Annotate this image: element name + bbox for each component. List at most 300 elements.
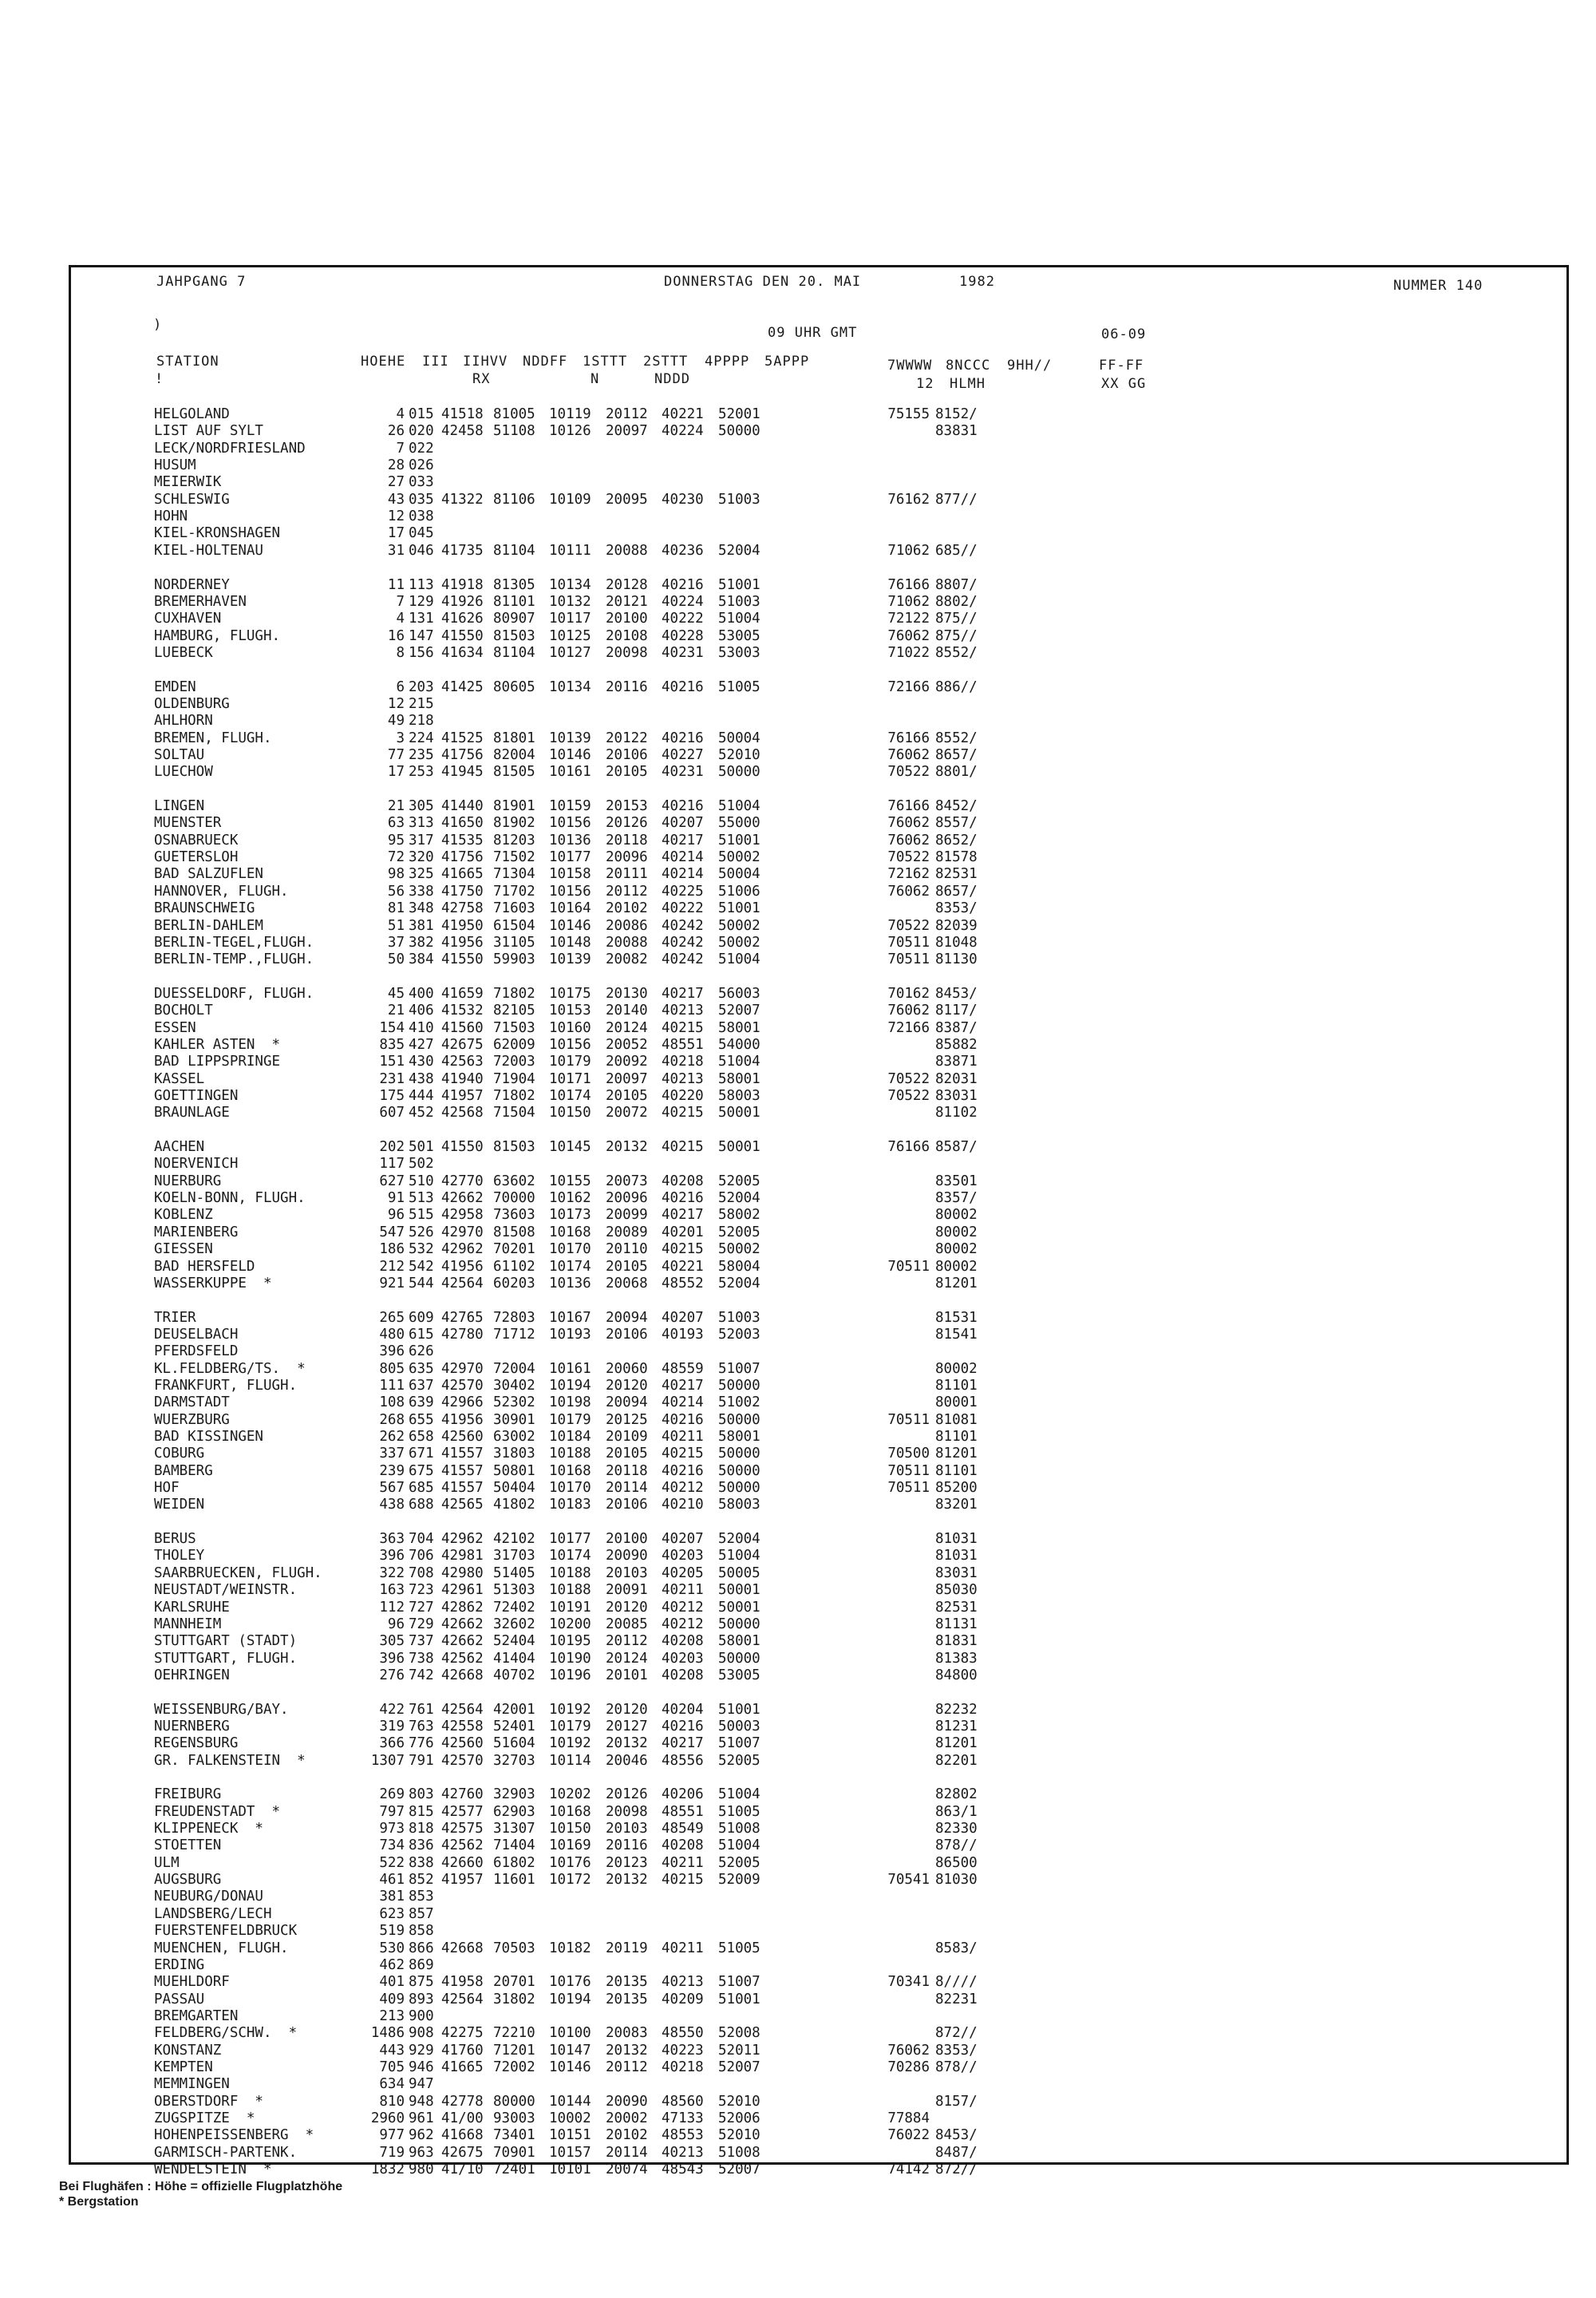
cell-station-name: WEIDEN [154,1497,205,1513]
cell-sttt2: 20102 [606,2127,648,2144]
cell-nddff: 81203 [493,832,535,848]
cell-sttt1: 10195 [549,1633,591,1650]
cell-sttt2: 20086 [606,917,648,934]
cell-iii: 738 [409,1650,434,1667]
jahrgang-label: JAHPGANG 7 [156,274,247,290]
cell-nddff: 11601 [493,1872,535,1889]
cell-nccc8: 81201 [935,1446,978,1462]
cell-sttt2: 20109 [606,1429,648,1445]
cell-sttt1: 10148 [549,934,591,951]
cell-sttt2: 20101 [606,1667,648,1683]
col-ff-sub: XX GG [1101,376,1147,392]
cell-hoehe: 422 [379,1701,405,1718]
cell-sttt1: 10179 [549,1411,591,1428]
cell-iii: 763 [409,1718,434,1734]
cell-sttt1: 10182 [549,1940,591,1956]
cell-nddff: 51604 [493,1735,535,1752]
cell-sttt1: 10168 [549,1224,591,1240]
cell-nccc8: 81031 [935,1548,978,1564]
cell-wwww7: 76162 [887,491,930,508]
cell-nccc8: 8552/ [935,730,978,746]
cell-station-name: MANNHEIM [154,1616,222,1632]
cell-iii: 400 [409,985,434,1002]
cell-pppp4: 40213 [662,1003,704,1019]
cell-pppp4: 40215 [662,1446,704,1462]
cell-pppp4: 40217 [662,1377,704,1394]
cell-pppp4: 40218 [662,1054,704,1070]
cell-station-name: SCHLESWIG [154,491,230,508]
cell-sttt1: 10161 [549,1360,591,1377]
cell-hoehe: 96 [387,1616,405,1632]
cell-hoehe: 108 [379,1394,405,1411]
cell-ihvv: 41535 [441,832,484,848]
cell-nddff: 82004 [493,747,535,763]
cell-appp5: 51004 [718,1786,760,1803]
cell-pppp4: 40242 [662,951,704,968]
cell-hoehe: 213 [379,2007,405,2024]
cell-station-name: BAD HERSFELD [154,1258,255,1275]
cell-sttt2: 20126 [606,815,648,832]
cell-nccc8: 82531 [935,1599,978,1616]
cell-nddff: 72402 [493,1599,535,1616]
cell-sttt2: 20072 [606,1105,648,1121]
cell-station-name: HELGOLAND [154,406,230,422]
cell-station-name: GOETTINGEN [154,1088,239,1104]
cell-wwww7: 71062 [887,593,930,610]
cell-sttt2: 20105 [606,1258,648,1275]
cell-pppp4: 40212 [662,1599,704,1616]
cell-nddff: 82105 [493,1003,535,1019]
cell-nccc8: 82802 [935,1786,978,1803]
col-ww: 7WWWW [887,358,933,374]
cell-appp5: 52010 [718,2093,760,2110]
cell-ihvv: 41957 [441,1088,484,1104]
cell-appp5: 52005 [718,1224,760,1240]
cell-nddff: 70503 [493,1940,535,1956]
cell-nccc8: 878// [935,2059,978,2075]
cell-station-name: MEMMINGEN [154,2076,230,2093]
cell-hoehe: 98 [387,866,405,883]
cell-station-name: FREIBURG [154,1786,222,1803]
cell-wwww7: 70522 [887,764,930,781]
cell-wwww7: 72162 [887,866,930,883]
cell-hoehe: 265 [379,1309,405,1326]
cell-sttt2: 20102 [606,900,648,917]
cell-hoehe: 2960 [370,2110,405,2126]
cell-ihvv: 41956 [441,1411,484,1428]
cell-sttt2: 20096 [606,1190,648,1207]
cell-nddff: 71404 [493,1837,535,1854]
cell-ihvv: 41550 [441,627,484,644]
cell-iii: 113 [409,576,434,593]
cell-sttt2: 20132 [606,1872,648,1889]
cell-wwww7: 70511 [887,1411,930,1428]
cell-wwww7: 70341 [887,1974,930,1991]
cell-pppp4: 40208 [662,1837,704,1854]
cell-sttt1: 10184 [549,1429,591,1445]
cell-pppp4: 48560 [662,2093,704,2110]
cell-pppp4: 40211 [662,1940,704,1956]
cell-ihvv: 41756 [441,747,484,763]
cell-ihvv: 41557 [441,1480,484,1497]
cell-hoehe: 51 [387,917,405,934]
cell-pppp4: 40215 [662,1105,704,1121]
cell-iii: 046 [409,542,434,559]
cell-pppp4: 40230 [662,491,704,508]
cell-nccc8: 8387/ [935,1019,978,1036]
cell-appp5: 52008 [718,2025,760,2042]
cell-station-name: MEIERWIK [154,474,222,491]
cell-sttt1: 10168 [549,1462,591,1479]
cell-hoehe: 16 [387,627,405,644]
cell-iii: 526 [409,1224,434,1240]
cell-iii: 962 [409,2127,434,2144]
cell-nddff: 71712 [493,1326,535,1343]
cell-sttt1: 10177 [549,1531,591,1548]
cell-station-name: BERLIN-DAHLEM [154,917,263,934]
cell-ihvv: 42970 [441,1224,484,1240]
cell-sttt2: 20124 [606,1650,648,1667]
cell-nddff: 71201 [493,2042,535,2059]
cell-iii: 382 [409,934,434,951]
cell-iii: 515 [409,1207,434,1224]
cell-nddff: 51303 [493,1582,535,1599]
cell-pppp4: 40224 [662,593,704,610]
cell-appp5: 53005 [718,627,760,644]
cell-station-name: MUENSTER [154,815,222,832]
cell-sttt1: 10156 [549,815,591,832]
cell-hoehe: 45 [387,985,405,1002]
cell-station-name: HANNOVER, FLUGH. [154,883,289,900]
cell-sttt1: 10132 [549,593,591,610]
cell-hoehe: 607 [379,1105,405,1121]
cell-sttt1: 10173 [549,1207,591,1224]
observation-time: 09 UHR GMT [768,325,858,341]
cell-nddff: 71802 [493,1088,535,1104]
cell-nddff: 51405 [493,1564,535,1581]
cell-iii: 637 [409,1377,434,1394]
cell-sttt2: 20123 [606,1854,648,1871]
cell-nddff: 71702 [493,883,535,900]
cell-station-name: BREMGARTEN [154,2007,239,2024]
cell-nccc8: 85200 [935,1480,978,1497]
cell-appp5: 50000 [718,1377,760,1394]
cell-iii: 815 [409,1803,434,1820]
cell-sttt2: 20098 [606,644,648,661]
cell-nccc8: 8353/ [935,900,978,917]
cell-sttt1: 10171 [549,1070,591,1087]
cell-hoehe: 96 [387,1207,405,1224]
cell-station-name: NUERNBERG [154,1718,230,1734]
cell-nddff: 71502 [493,849,535,866]
cell-sttt1: 10146 [549,747,591,763]
footnote-airports: Bei Flughäfen : Höhe = offizielle Flugplatzhöhe [59,2180,343,2193]
cell-nddff: 71503 [493,1019,535,1036]
cell-nddff: 62009 [493,1036,535,1053]
cell-pppp4: 40217 [662,832,704,848]
cell-appp5: 58001 [718,1429,760,1445]
cell-sttt1: 10174 [549,1548,591,1564]
cell-hoehe: 734 [379,1837,405,1854]
cell-ihvv: 42458 [441,423,484,440]
cell-appp5: 51008 [718,2144,760,2161]
cell-sttt1: 10170 [549,1241,591,1258]
cell-hoehe: 117 [379,1156,405,1173]
col-g2-sub: NDDD [654,371,690,387]
cell-iii: 838 [409,1854,434,1871]
cell-appp5: 58003 [718,1088,760,1104]
cell-hoehe: 8 [396,644,405,661]
cell-sttt2: 20135 [606,1974,648,1991]
cell-hoehe: 3 [396,730,405,746]
cell-sttt2: 20121 [606,593,648,610]
cell-sttt2: 20116 [606,1837,648,1854]
cell-sttt2: 20114 [606,1480,648,1497]
cell-hoehe: 443 [379,2042,405,2059]
cell-ihvv: 41735 [441,542,484,559]
cell-iii: 776 [409,1735,434,1752]
cell-hoehe: 805 [379,1360,405,1377]
cell-hoehe: 1832 [370,2162,405,2178]
cell-pppp4: 48553 [662,2127,704,2144]
cell-appp5: 51003 [718,593,760,610]
cell-nccc8: 83501 [935,1173,978,1189]
cell-station-name: KL.FELDBERG/TS. * [154,1360,306,1377]
cell-pppp4: 40242 [662,917,704,934]
cell-nccc8: 8652/ [935,832,978,848]
cell-hoehe: 212 [379,1258,405,1275]
cell-nccc8: 8657/ [935,883,978,900]
cell-sttt2: 20124 [606,1019,648,1036]
cell-hoehe: 4 [396,611,405,627]
cell-station-name: AUGSBURG [154,1872,222,1889]
cell-nccc8: 872// [935,2025,978,2042]
cell-sttt2: 20090 [606,2093,648,2110]
cell-iii: 313 [409,815,434,832]
cell-nddff: 61102 [493,1258,535,1275]
cell-nddff: 71904 [493,1070,535,1087]
cell-hoehe: 381 [379,1889,405,1905]
cell-ihvv: 42758 [441,900,484,917]
cell-ihvv: 41756 [441,849,484,866]
cell-hoehe: 627 [379,1173,405,1189]
cell-pppp4: 40216 [662,678,704,695]
cell-station-name: OEHRINGEN [154,1667,230,1683]
cell-appp5: 50001 [718,1139,760,1156]
cell-nccc8: 82031 [935,1070,978,1087]
cell-pppp4: 40206 [662,1786,704,1803]
cell-station-name: TRIER [154,1309,196,1326]
bracket-mark: ) [153,317,163,333]
cell-hoehe: 337 [379,1446,405,1462]
cell-appp5: 52007 [718,1003,760,1019]
cell-wwww7: 70511 [887,1462,930,1479]
cell-iii: 869 [409,1956,434,1973]
cell-nccc8: 81130 [935,951,978,968]
cell-iii: 381 [409,917,434,934]
cell-hoehe: 522 [379,1854,405,1871]
cell-iii: 438 [409,1070,434,1087]
cell-nccc8: 81383 [935,1650,978,1667]
cell-wwww7: 76062 [887,832,930,848]
cell-pppp4: 40212 [662,1480,704,1497]
cell-appp5: 51005 [718,678,760,695]
cell-iii: 671 [409,1446,434,1462]
cell-nddff: 31307 [493,1821,535,1837]
cell-station-name: ERDING [154,1956,205,1973]
cell-pppp4: 40222 [662,900,704,917]
cell-hoehe: 322 [379,1564,405,1581]
cell-wwww7: 70511 [887,934,930,951]
cell-wwww7: 76166 [887,1139,930,1156]
cell-pppp4: 40217 [662,985,704,1002]
cell-pppp4: 40212 [662,1616,704,1632]
cell-nccc8: 8657/ [935,747,978,763]
cell-sttt2: 20108 [606,627,648,644]
cell-sttt2: 20120 [606,1599,648,1616]
cell-wwww7: 70511 [887,951,930,968]
cell-sttt1: 10196 [549,1667,591,1683]
cell-sttt2: 20116 [606,678,648,695]
cell-hoehe: 973 [379,1821,405,1837]
cell-sttt2: 20112 [606,883,648,900]
cell-hoehe: 31 [387,542,405,559]
cell-ihvv: 42778 [441,2093,484,2110]
cell-nddff: 81508 [493,1224,535,1240]
cell-sttt1: 10156 [549,883,591,900]
cell-sttt1: 10134 [549,678,591,695]
cell-pppp4: 40214 [662,849,704,866]
cell-ihvv: 42970 [441,1360,484,1377]
cell-iii: 129 [409,593,434,610]
cell-iii: 131 [409,611,434,627]
cell-station-name: KONSTANZ [154,2042,222,2059]
cell-iii: 723 [409,1582,434,1599]
cell-nddff: 72002 [493,2059,535,2075]
cell-nddff: 93003 [493,2110,535,2126]
cell-station-name: LIST AUF SYLT [154,423,263,440]
cell-sttt2: 20135 [606,1991,648,2007]
cell-station-name: KOBLENZ [154,1207,213,1224]
cell-wwww7: 70522 [887,1070,930,1087]
cell-iii: 893 [409,1991,434,2007]
cell-nccc8: 8487/ [935,2144,978,2161]
cell-pppp4: 40223 [662,2042,704,2059]
cell-station-name: OBERSTDORF * [154,2093,263,2110]
cell-appp5: 50000 [718,1462,760,1479]
cell-iii: 022 [409,440,434,457]
cell-station-name: NUERBURG [154,1173,222,1189]
cell-station-name: DUESSELDORF, FLUGH. [154,985,314,1002]
cell-sttt1: 10194 [549,1377,591,1394]
cell-appp5: 52004 [718,1275,760,1291]
cell-nddff: 42102 [493,1531,535,1548]
cell-pppp4: 40214 [662,866,704,883]
cell-ihvv: 41634 [441,644,484,661]
cell-nccc8: 81101 [935,1462,978,1479]
cell-iii: 156 [409,644,434,661]
cell-appp5: 55000 [718,815,760,832]
cell-iii: 224 [409,730,434,746]
cell-nddff: 72401 [493,2162,535,2178]
cell-nddff: 80907 [493,611,535,627]
cell-sttt2: 20088 [606,542,648,559]
cell-appp5: 51004 [718,611,760,627]
cell-hoehe: 56 [387,883,405,900]
cell-wwww7: 70162 [887,985,930,1002]
cell-hoehe: 12 [387,695,405,712]
cell-ihvv: 41518 [441,406,484,422]
cell-wwww7: 76062 [887,815,930,832]
cell-ihvv: 41322 [441,491,484,508]
cell-hoehe: 977 [379,2127,405,2144]
cell-appp5: 54000 [718,1036,760,1053]
cell-iii: 706 [409,1548,434,1564]
cell-iii: 857 [409,1905,434,1922]
cell-iii: 866 [409,1940,434,1956]
cell-ihvv: 41650 [441,815,484,832]
cell-nddff: 81106 [493,491,535,508]
cell-hoehe: 91 [387,1190,405,1207]
cell-sttt2: 20082 [606,951,648,968]
cell-sttt2: 20132 [606,1139,648,1156]
cell-iii: 761 [409,1701,434,1718]
cell-station-name: DARMSTADT [154,1394,230,1411]
cell-hoehe: 461 [379,1872,405,1889]
cell-pppp4: 40207 [662,1531,704,1548]
cell-sttt2: 20090 [606,1548,648,1564]
cell-pppp4: 40193 [662,1326,704,1343]
cell-pppp4: 48556 [662,1752,704,1769]
cell-iii: 430 [409,1054,434,1070]
cell-iii: 348 [409,900,434,917]
cell-nddff: 81801 [493,730,535,746]
cell-hoehe: 1307 [370,1752,405,1769]
cell-ihvv: 41956 [441,934,484,951]
cell-iii: 704 [409,1531,434,1548]
cell-appp5: 50000 [718,423,760,440]
cell-sttt1: 10198 [549,1394,591,1411]
cell-iii: 452 [409,1105,434,1121]
cell-iii: 253 [409,764,434,781]
cell-pppp4: 40211 [662,1582,704,1599]
cell-appp5: 51001 [718,832,760,848]
cell-station-name: LINGEN [154,798,205,815]
cell-appp5: 58001 [718,1633,760,1650]
cell-nddff: 81503 [493,627,535,644]
cell-hoehe: 231 [379,1070,405,1087]
cell-sttt1: 10192 [549,1701,591,1718]
cell-nddff: 61802 [493,1854,535,1871]
cell-appp5: 50002 [718,934,760,951]
cell-nddff: 71504 [493,1105,535,1121]
cell-wwww7: 70522 [887,917,930,934]
cell-wwww7: 72166 [887,678,930,695]
cell-appp5: 51005 [718,1940,760,1956]
cell-ihvv: 42560 [441,1429,484,1445]
cell-station-name: BAD SALZUFLEN [154,866,263,883]
cell-iii: 532 [409,1241,434,1258]
cell-appp5: 51004 [718,1054,760,1070]
cell-pppp4: 40216 [662,730,704,746]
cell-hoehe: 112 [379,1599,405,1616]
cell-iii: 858 [409,1923,434,1940]
cell-nddff: 32703 [493,1752,535,1769]
cell-wwww7: 76166 [887,798,930,815]
cell-ihvv: 42568 [441,1105,484,1121]
cell-hoehe: 567 [379,1480,405,1497]
cell-wwww7: 70511 [887,1258,930,1275]
